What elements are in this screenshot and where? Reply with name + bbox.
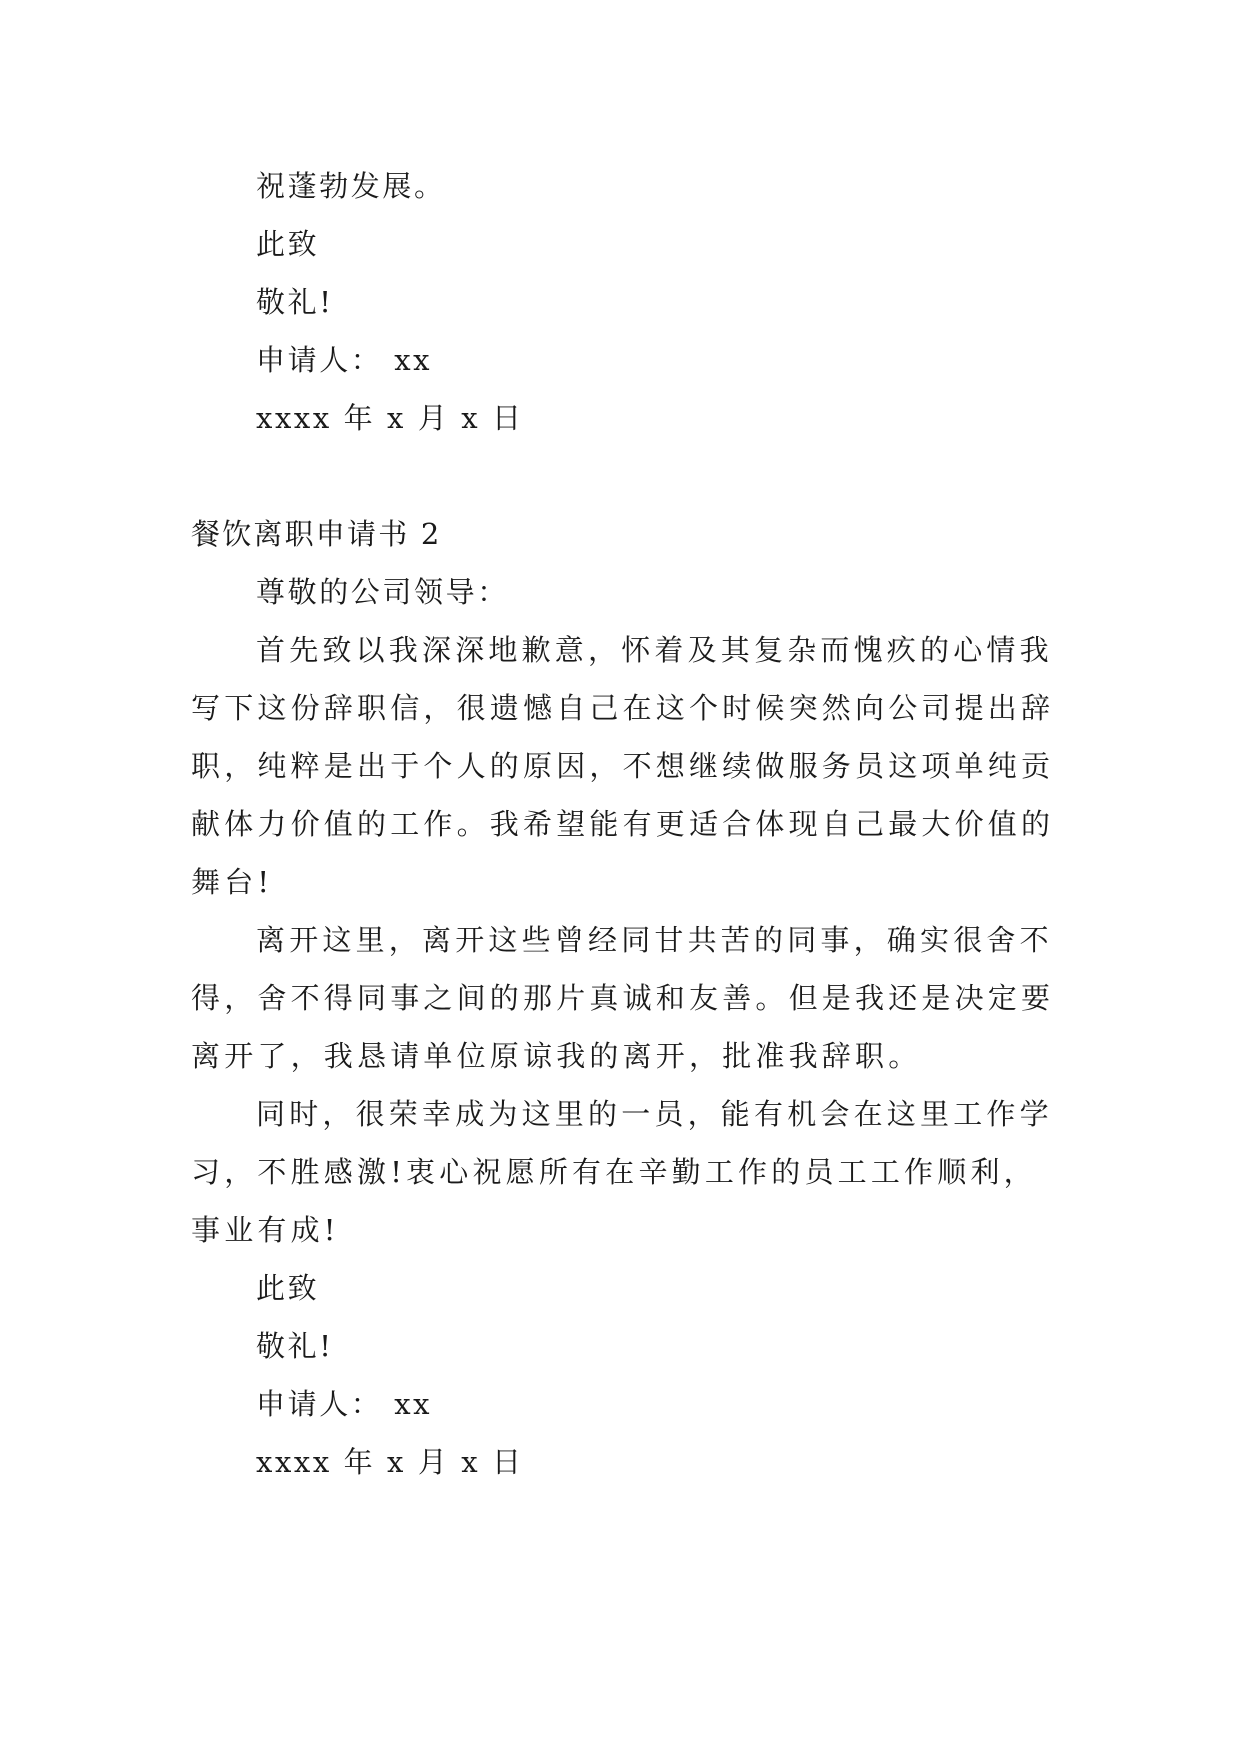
salutation-ci-zhi: 此致 — [256, 227, 320, 261]
applicant-line-2: 申请人： xx — [256, 1387, 433, 1421]
paragraph-1-line: 舞台! — [191, 865, 274, 899]
paragraph-3-line: 事业有成! — [191, 1213, 340, 1247]
greeting: 尊敬的公司领导： — [256, 575, 509, 609]
paragraph-1-line: 职，纯粹是出于个人的原因，不想继续做服务员这项单纯贡 — [191, 749, 1055, 783]
paragraph-1-line: 献体力价值的工作。我希望能有更适合体现自己最大价值的 — [191, 807, 1055, 841]
closing-wish: 祝蓬勃发展。 — [256, 169, 446, 203]
paragraph-2-line: 得，舍不得同事之间的那片真诚和友善。但是我还是决定要 — [191, 981, 1055, 1015]
salutation-ci-zhi-2: 此致 — [256, 1271, 320, 1305]
paragraph-2-line: 离开这里，离开这些曾经同甘共苦的同事，确实很舍不 — [256, 923, 1053, 957]
paragraph-3-line: 习，不胜感激!衷心祝愿所有在辛勤工作的员工工作顺利， — [191, 1155, 1037, 1189]
applicant-line: 申请人： xx — [256, 343, 433, 377]
paragraph-3-line: 同时，很荣幸成为这里的一员，能有机会在这里工作学 — [256, 1097, 1053, 1131]
salutation-jing-li: 敬礼! — [256, 285, 334, 319]
letter-title: 餐饮离职申请书 2 — [191, 517, 442, 551]
paragraph-1-line: 首先致以我深深地歉意，怀着及其复杂而愧疚的心情我 — [256, 633, 1053, 667]
paragraph-1-line: 写下这份辞职信，很遗憾自己在这个时候突然向公司提出辞 — [191, 691, 1055, 725]
salutation-jing-li-2: 敬礼! — [256, 1329, 334, 1363]
date-line-2: xxxx 年 x 月 x 日 — [256, 1445, 524, 1479]
date-line: xxxx 年 x 月 x 日 — [256, 401, 524, 435]
paragraph-2-line: 离开了，我恳请单位原谅我的离开，批准我辞职。 — [191, 1039, 922, 1073]
